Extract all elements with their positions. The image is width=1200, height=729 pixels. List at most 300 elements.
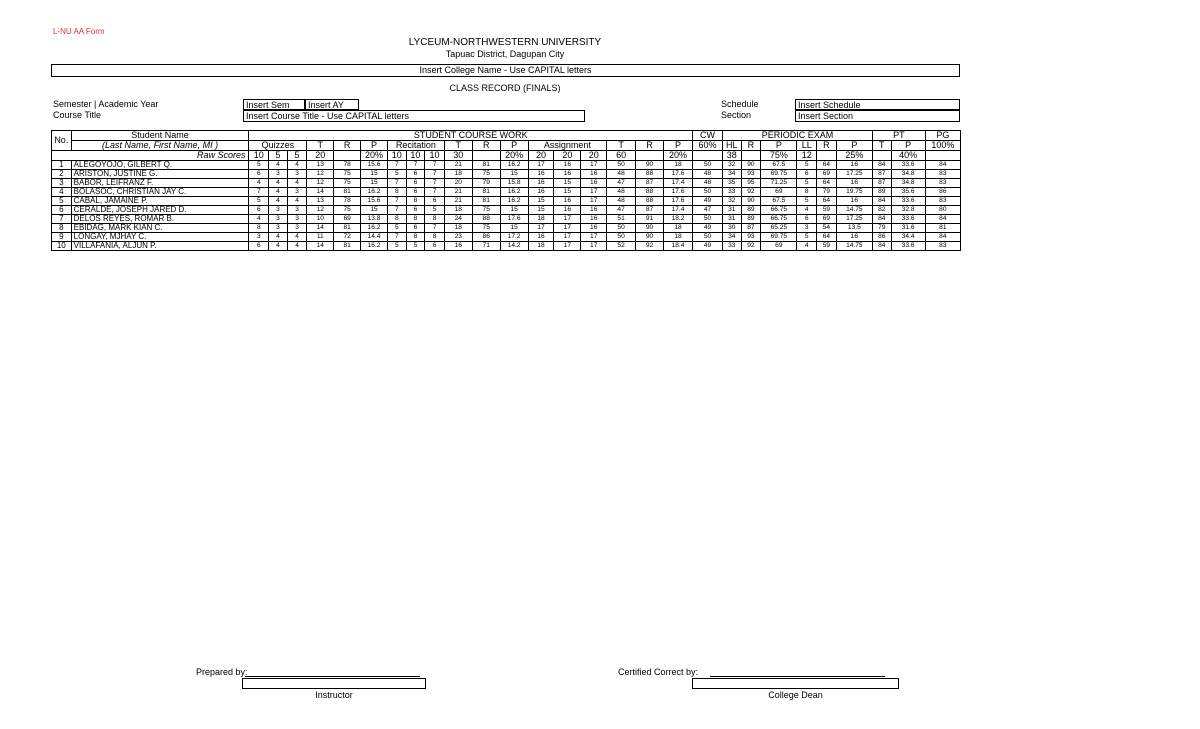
score-cell[interactable]: 49	[693, 242, 723, 251]
score-cell[interactable]: 75	[334, 179, 361, 188]
score-cell[interactable]: 79	[817, 188, 837, 197]
score-cell[interactable]: 72	[334, 233, 361, 242]
score-cell[interactable]: 16	[836, 161, 872, 170]
score-cell[interactable]: 4	[249, 215, 269, 224]
score-cell[interactable]: 3	[269, 206, 288, 215]
score-cell[interactable]: 14.2	[500, 242, 528, 251]
score-cell[interactable]: 50	[607, 224, 636, 233]
score-cell[interactable]: 84	[872, 161, 891, 170]
score-cell[interactable]: 32	[723, 161, 742, 170]
score-cell[interactable]: 50	[693, 161, 723, 170]
score-cell[interactable]: 14.75	[836, 206, 872, 215]
score-cell[interactable]: 16	[836, 197, 872, 206]
score-cell[interactable]: 80	[925, 206, 960, 215]
score-cell[interactable]: 6	[797, 170, 817, 179]
score-cell[interactable]: 64	[817, 197, 837, 206]
student-row	[52, 170, 961, 179]
score-cell[interactable]: 17.6	[663, 197, 692, 206]
score-cell[interactable]: 17.25	[836, 170, 872, 179]
score-cell[interactable]: 88	[636, 197, 664, 206]
score-cell[interactable]: 7	[425, 161, 445, 170]
score-cell[interactable]: 7	[425, 170, 445, 179]
score-cell[interactable]: 81	[472, 197, 500, 206]
score-cell[interactable]: 75	[334, 206, 361, 215]
score-cell[interactable]: 67.5	[761, 161, 797, 170]
score-cell[interactable]: 18	[663, 224, 692, 233]
score-cell[interactable]: 16.2	[361, 224, 388, 233]
score-cell[interactable]: 5	[249, 161, 269, 170]
score-cell[interactable]: 17	[581, 242, 607, 251]
score-cell[interactable]: 93	[741, 170, 761, 179]
score-cell[interactable]: 6	[406, 188, 425, 197]
score-cell[interactable]: 6	[406, 170, 425, 179]
score-cell[interactable]: 6	[249, 206, 269, 215]
score-cell[interactable]: 18.2	[663, 215, 692, 224]
score-cell[interactable]: 18	[444, 224, 472, 233]
score-cell[interactable]: 4	[269, 188, 288, 197]
score-cell[interactable]: 69.75	[761, 170, 797, 179]
score-cell[interactable]: 49	[693, 224, 723, 233]
score-cell[interactable]: 15	[554, 188, 581, 197]
score-cell[interactable]: 48	[607, 170, 636, 179]
score-cell[interactable]: 16.2	[500, 161, 528, 170]
score-cell[interactable]: 17	[528, 161, 554, 170]
score-cell[interactable]: 21	[444, 161, 472, 170]
score-cell[interactable]: 47	[693, 206, 723, 215]
score-cell[interactable]: 87	[636, 206, 664, 215]
score-cell[interactable]: 7	[387, 161, 406, 170]
score-cell[interactable]: 33.6	[891, 161, 925, 170]
score-cell[interactable]: 51	[607, 215, 636, 224]
score-cell[interactable]: 6	[249, 242, 269, 251]
score-cell[interactable]: 4	[287, 233, 307, 242]
student-name[interactable]: LONGAY, MJHAY C.	[71, 233, 249, 242]
score-cell[interactable]: 87	[872, 179, 891, 188]
student-name[interactable]: BABOR, LEIFRANZ F.	[71, 179, 249, 188]
score-cell[interactable]: 21	[444, 197, 472, 206]
score-cell[interactable]: 90	[636, 161, 664, 170]
score-cell[interactable]: 5	[249, 197, 269, 206]
score-cell[interactable]: 6	[406, 206, 425, 215]
score-cell[interactable]: 49	[693, 197, 723, 206]
student-name[interactable]: CERALDE, JOSEPH JARED D.	[71, 206, 249, 215]
score-cell[interactable]: 16	[528, 170, 554, 179]
score-cell[interactable]: 8	[425, 215, 445, 224]
score-cell[interactable]: 6	[425, 197, 445, 206]
score-cell[interactable]: 13	[307, 197, 334, 206]
score-cell[interactable]: 16	[581, 206, 607, 215]
score-cell[interactable]: 20	[444, 179, 472, 188]
score-cell[interactable]: 32	[723, 197, 742, 206]
score-cell[interactable]: 88	[636, 170, 664, 179]
score-cell[interactable]: 69	[761, 188, 797, 197]
score-cell[interactable]: 78	[334, 161, 361, 170]
score-cell[interactable]: 15	[528, 206, 554, 215]
score-cell[interactable]: 7	[387, 233, 406, 242]
score-cell[interactable]: 81	[334, 188, 361, 197]
student-name[interactable]: BOLASOC, CHRISTIAN JAY C.	[71, 188, 249, 197]
score-cell[interactable]: 16	[528, 179, 554, 188]
score-cell[interactable]: 4	[287, 161, 307, 170]
score-cell[interactable]: 79	[472, 179, 500, 188]
score-cell[interactable]: 15.8	[500, 179, 528, 188]
score-cell[interactable]: 90	[741, 161, 761, 170]
score-cell[interactable]: 18.4	[663, 242, 692, 251]
score-cell[interactable]: 8	[425, 233, 445, 242]
score-cell[interactable]: 78	[334, 197, 361, 206]
score-cell[interactable]: 34.8	[891, 170, 925, 179]
score-cell[interactable]: 8	[406, 233, 425, 242]
score-cell[interactable]: 16	[554, 197, 581, 206]
score-cell[interactable]: 7	[425, 188, 445, 197]
score-cell[interactable]: 17.6	[663, 170, 692, 179]
score-cell[interactable]: 4	[269, 197, 288, 206]
student-name[interactable]: EBIDAG, MARK KIAN C.	[71, 224, 249, 233]
score-cell[interactable]: 15	[500, 206, 528, 215]
score-cell[interactable]: 3	[287, 224, 307, 233]
score-cell[interactable]: 3	[249, 233, 269, 242]
score-cell[interactable]: 33.6	[891, 197, 925, 206]
score-cell[interactable]: 17.6	[663, 188, 692, 197]
certified-by-label: Certified Correct by:	[618, 667, 699, 677]
score-cell[interactable]: 84	[925, 233, 960, 242]
score-cell[interactable]: 15	[500, 224, 528, 233]
score-cell[interactable]: 16	[554, 170, 581, 179]
score-cell[interactable]: 15	[361, 179, 388, 188]
score-cell[interactable]: 18	[663, 233, 692, 242]
score-cell[interactable]: 86	[925, 188, 960, 197]
score-cell[interactable]: 47	[607, 179, 636, 188]
score-cell[interactable]: 14.4	[361, 233, 388, 242]
score-cell[interactable]: 5	[797, 179, 817, 188]
score-cell[interactable]: 69	[761, 242, 797, 251]
score-cell[interactable]: 3	[269, 215, 288, 224]
score-cell[interactable]: 16.2	[361, 242, 388, 251]
score-cell[interactable]: 79	[872, 224, 891, 233]
score-cell[interactable]: 12	[307, 179, 334, 188]
score-cell[interactable]: 17	[581, 197, 607, 206]
score-cell[interactable]: 54	[817, 224, 837, 233]
score-cell[interactable]: 17.2	[500, 233, 528, 242]
semester-input[interactable]: Insert Sem	[243, 99, 305, 110]
score-cell[interactable]: 16	[528, 233, 554, 242]
score-cell[interactable]: 3	[287, 206, 307, 215]
score-cell[interactable]: 5	[797, 161, 817, 170]
score-cell[interactable]: 75	[334, 170, 361, 179]
score-cell[interactable]: 69	[817, 170, 837, 179]
score-cell[interactable]: 7	[425, 224, 445, 233]
score-cell[interactable]: 84	[872, 197, 891, 206]
score-cell[interactable]: 17	[581, 233, 607, 242]
score-cell[interactable]: 86	[872, 233, 891, 242]
score-cell[interactable]: 16	[836, 233, 872, 242]
score-cell[interactable]: 4	[249, 179, 269, 188]
score-cell[interactable]: 67.5	[761, 197, 797, 206]
score-cell[interactable]: 4	[797, 242, 817, 251]
score-cell[interactable]: 4	[797, 206, 817, 215]
score-cell[interactable]: 12	[307, 170, 334, 179]
score-cell[interactable]: 65.25	[761, 224, 797, 233]
instructor-signature-field[interactable]	[242, 678, 426, 689]
score-cell[interactable]: 91	[636, 215, 664, 224]
score-cell[interactable]: 18	[528, 215, 554, 224]
score-cell[interactable]: 12	[307, 206, 334, 215]
score-cell[interactable]: 16	[528, 188, 554, 197]
score-cell[interactable]: 31	[723, 215, 742, 224]
score-cell[interactable]: 69	[334, 215, 361, 224]
score-cell[interactable]: 23	[444, 233, 472, 242]
score-cell[interactable]: 3	[269, 170, 288, 179]
score-cell[interactable]: 34.8	[891, 179, 925, 188]
score-cell[interactable]: 48	[693, 179, 723, 188]
score-cell[interactable]: 66.75	[761, 215, 797, 224]
score-cell[interactable]: 32.8	[891, 206, 925, 215]
score-cell[interactable]: 50	[693, 233, 723, 242]
score-cell[interactable]: 52	[607, 242, 636, 251]
score-cell[interactable]: 8	[797, 188, 817, 197]
score-cell[interactable]: 17.4	[663, 179, 692, 188]
score-cell[interactable]: 34	[723, 233, 742, 242]
score-cell[interactable]: 14	[307, 224, 334, 233]
score-cell[interactable]: 75	[472, 224, 500, 233]
score-cell[interactable]: 48	[607, 188, 636, 197]
score-cell[interactable]: 81	[472, 161, 500, 170]
score-cell[interactable]: 64	[817, 233, 837, 242]
course-title-input[interactable]: Insert Course Title - Use CAPITAL letters	[243, 110, 585, 122]
score-cell[interactable]: 14.75	[836, 242, 872, 251]
score-cell[interactable]: 71.25	[761, 179, 797, 188]
score-cell[interactable]: 90	[636, 233, 664, 242]
score-cell[interactable]: 50	[607, 161, 636, 170]
score-cell[interactable]: 35.6	[891, 188, 925, 197]
score-cell[interactable]: 13.5	[836, 224, 872, 233]
score-cell[interactable]: 64	[817, 161, 837, 170]
score-cell[interactable]: 50	[607, 233, 636, 242]
score-cell[interactable]: 92	[741, 242, 761, 251]
score-cell[interactable]: 71	[472, 242, 500, 251]
score-cell[interactable]: 13	[307, 161, 334, 170]
score-cell[interactable]: 34	[723, 170, 742, 179]
score-cell[interactable]: 33.6	[891, 242, 925, 251]
score-cell[interactable]: 16	[581, 179, 607, 188]
score-cell[interactable]: 59	[817, 242, 837, 251]
score-cell[interactable]: 17	[554, 233, 581, 242]
score-cell[interactable]: 7	[425, 179, 445, 188]
score-cell[interactable]: 88	[636, 188, 664, 197]
score-cell[interactable]: 88	[472, 215, 500, 224]
score-cell[interactable]: 16	[836, 179, 872, 188]
score-cell[interactable]: 66.75	[761, 206, 797, 215]
score-cell[interactable]: 75	[472, 206, 500, 215]
score-cell[interactable]: 90	[741, 197, 761, 206]
score-cell[interactable]: 6	[406, 179, 425, 188]
score-cell[interactable]: 24	[444, 215, 472, 224]
score-cell[interactable]: 21	[444, 188, 472, 197]
score-cell[interactable]: 5	[387, 170, 406, 179]
score-cell[interactable]: 31	[723, 206, 742, 215]
score-cell[interactable]: 48	[607, 197, 636, 206]
score-cell[interactable]: 87	[741, 224, 761, 233]
student-name[interactable]: DELOS REYES, ROMAR B.	[71, 215, 249, 224]
score-cell[interactable]: 15.6	[361, 197, 388, 206]
score-cell[interactable]: 3	[287, 188, 307, 197]
score-cell[interactable]: 15	[528, 197, 554, 206]
score-cell[interactable]: 92	[636, 242, 664, 251]
score-cell[interactable]: 7	[387, 206, 406, 215]
score-cell[interactable]: 84	[872, 215, 891, 224]
score-cell[interactable]: 16	[444, 242, 472, 251]
score-cell[interactable]: 4	[269, 161, 288, 170]
score-cell[interactable]: 7	[387, 179, 406, 188]
score-cell[interactable]: 6	[249, 170, 269, 179]
schedule-input[interactable]: Insert Schedule	[795, 99, 960, 110]
score-cell[interactable]: 5	[797, 233, 817, 242]
score-cell[interactable]: 18	[528, 242, 554, 251]
score-cell[interactable]: 7	[249, 188, 269, 197]
score-cell[interactable]: 83	[925, 170, 960, 179]
score-cell[interactable]: 6	[406, 224, 425, 233]
score-cell[interactable]: 33	[723, 242, 742, 251]
score-cell[interactable]: 86	[472, 233, 500, 242]
score-cell[interactable]: 7	[387, 197, 406, 206]
score-cell[interactable]: 4	[269, 242, 288, 251]
score-cell[interactable]: 4	[287, 179, 307, 188]
score-cell[interactable]: 15	[554, 179, 581, 188]
score-cell[interactable]: 8	[387, 188, 406, 197]
score-cell[interactable]: 14	[307, 188, 334, 197]
score-cell[interactable]: 69	[817, 215, 837, 224]
score-cell[interactable]: 17	[528, 224, 554, 233]
score-cell[interactable]: 81	[334, 224, 361, 233]
score-cell[interactable]: 8	[406, 215, 425, 224]
score-cell[interactable]: 5	[797, 197, 817, 206]
score-cell[interactable]: 84	[872, 242, 891, 251]
score-cell[interactable]: 16.2	[361, 188, 388, 197]
score-cell[interactable]: 64	[817, 179, 837, 188]
student-name[interactable]: ALEGOYOJO, GILBERT Q.	[71, 161, 249, 170]
score-cell[interactable]: 4	[287, 242, 307, 251]
score-cell[interactable]: 7	[406, 161, 425, 170]
score-cell[interactable]: 95	[741, 179, 761, 188]
score-cell[interactable]: 16	[554, 206, 581, 215]
score-cell[interactable]: 89	[741, 215, 761, 224]
score-cell[interactable]: 3	[287, 215, 307, 224]
academic-year-input[interactable]: Insert AY	[305, 99, 359, 110]
score-cell[interactable]: 14	[307, 242, 334, 251]
score-cell[interactable]: 13.8	[361, 215, 388, 224]
score-cell[interactable]: 5	[387, 224, 406, 233]
score-cell[interactable]: 5	[406, 242, 425, 251]
score-cell[interactable]: 48	[693, 170, 723, 179]
score-cell[interactable]: 89	[741, 206, 761, 215]
score-cell[interactable]: 82	[872, 206, 891, 215]
score-cell[interactable]: 35	[723, 179, 742, 188]
dean-signature-field[interactable]	[692, 678, 899, 689]
student-name[interactable]: VILLAFANIA, ALJUN P.	[71, 242, 249, 251]
score-cell[interactable]: 81	[334, 242, 361, 251]
score-cell[interactable]: 75	[472, 170, 500, 179]
score-cell[interactable]: 33	[723, 188, 742, 197]
score-cell[interactable]: 17	[554, 242, 581, 251]
score-cell[interactable]: 16	[581, 170, 607, 179]
score-cell[interactable]: 11	[307, 233, 334, 242]
score-cell[interactable]: 3	[797, 224, 817, 233]
score-cell[interactable]: 15	[361, 170, 388, 179]
score-cell[interactable]: 33.6	[891, 215, 925, 224]
college-name-field[interactable]: Insert College Name - Use CAPITAL letters	[51, 64, 960, 77]
score-cell[interactable]: 17	[581, 161, 607, 170]
score-cell[interactable]: 6	[425, 242, 445, 251]
student-name[interactable]: CABAL, JAMAINE P.	[71, 197, 249, 206]
score-cell[interactable]: 15	[361, 206, 388, 215]
score-cell[interactable]: 83	[925, 242, 960, 251]
score-cell[interactable]: 34.4	[891, 233, 925, 242]
score-cell[interactable]: 16.2	[500, 197, 528, 206]
score-cell[interactable]: 89	[872, 188, 891, 197]
score-cell[interactable]: 30	[723, 224, 742, 233]
score-cell[interactable]: 17	[581, 188, 607, 197]
score-cell[interactable]: 10	[307, 215, 334, 224]
score-cell[interactable]: 4	[287, 197, 307, 206]
score-cell[interactable]: 5	[387, 242, 406, 251]
score-cell[interactable]: 87	[872, 170, 891, 179]
score-cell[interactable]: 18	[444, 170, 472, 179]
score-cell[interactable]: 17.4	[663, 206, 692, 215]
section-input[interactable]: Insert Section	[795, 110, 960, 122]
score-cell[interactable]: 4	[269, 233, 288, 242]
score-cell[interactable]: 15.6	[361, 161, 388, 170]
score-cell[interactable]: 8	[249, 224, 269, 233]
score-cell[interactable]: 31.6	[891, 224, 925, 233]
score-cell[interactable]: 15	[500, 170, 528, 179]
score-cell[interactable]: 59	[817, 206, 837, 215]
score-cell[interactable]: 81	[925, 224, 960, 233]
score-cell[interactable]: 3	[269, 224, 288, 233]
score-cell[interactable]: 5	[425, 206, 445, 215]
score-cell[interactable]: 16	[581, 224, 607, 233]
score-cell[interactable]: 92	[741, 188, 761, 197]
score-cell[interactable]: 69.75	[761, 233, 797, 242]
score-cell[interactable]: 18	[444, 206, 472, 215]
score-cell[interactable]: 16.2	[500, 188, 528, 197]
score-cell[interactable]: 17.25	[836, 215, 872, 224]
score-cell[interactable]: 17.6	[500, 215, 528, 224]
score-cell[interactable]: 19.75	[836, 188, 872, 197]
score-cell[interactable]: 6	[797, 215, 817, 224]
score-cell[interactable]: 8	[387, 215, 406, 224]
score-cell[interactable]: 87	[636, 179, 664, 188]
score-cell[interactable]: 17	[554, 215, 581, 224]
score-cell[interactable]: 47	[607, 206, 636, 215]
score-cell[interactable]: 8	[406, 197, 425, 206]
score-cell[interactable]: 16	[554, 161, 581, 170]
score-cell[interactable]: 18	[663, 161, 692, 170]
score-cell[interactable]: 90	[636, 224, 664, 233]
score-cell[interactable]: 17	[554, 224, 581, 233]
score-cell[interactable]: 83	[925, 197, 960, 206]
score-cell[interactable]: 4	[269, 179, 288, 188]
score-cell[interactable]: 3	[287, 170, 307, 179]
score-cell[interactable]: 50	[693, 188, 723, 197]
student-name[interactable]: ARISTON, JUSTINE G.	[71, 170, 249, 179]
score-cell[interactable]: 50	[693, 215, 723, 224]
score-cell[interactable]: 16	[581, 215, 607, 224]
score-cell[interactable]: 81	[472, 188, 500, 197]
score-cell[interactable]: 93	[741, 233, 761, 242]
score-cell[interactable]: 83	[925, 179, 960, 188]
score-cell[interactable]: 84	[925, 215, 960, 224]
score-cell[interactable]: 84	[925, 161, 960, 170]
